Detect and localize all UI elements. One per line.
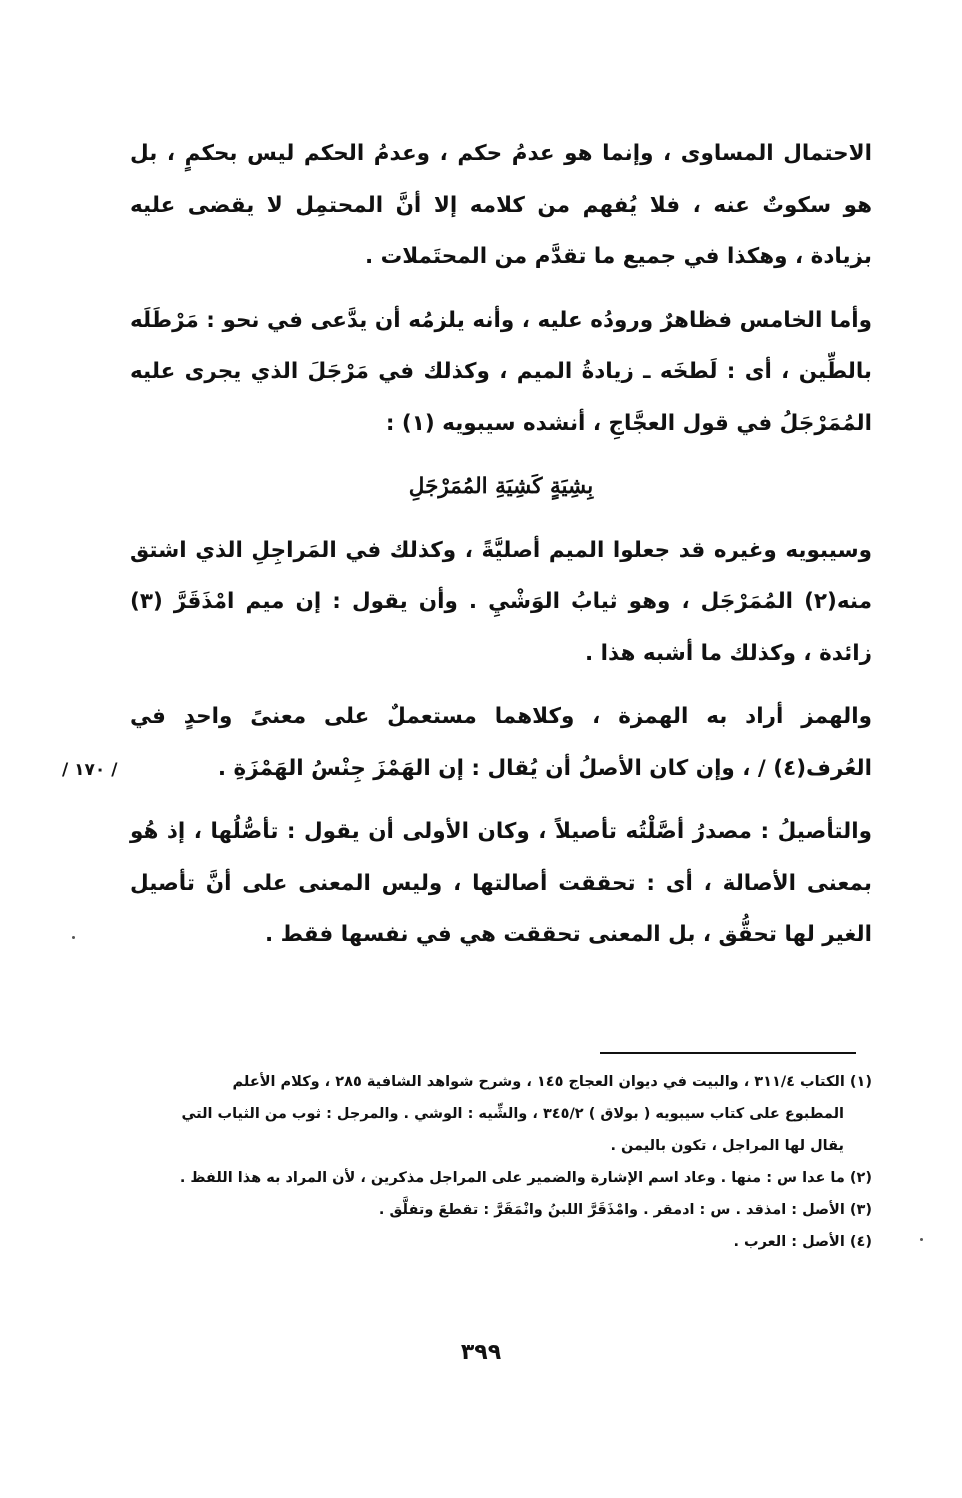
page-number: ٣٩٩ <box>460 1340 502 1365</box>
footnote-line: (٣) الأصل : امذقد . س : ادمقر . وامْذَقَرَّ اللبنُ وانْمَقَرَّ : تقطعَ وتفلَّق . <box>378 1202 872 1218</box>
scan-speck <box>920 1238 923 1241</box>
paragraph-4: والهمز أراد به الهمزة ، وكلاهما مستعملٌ على معنىً واحدٍ في العُرف(٤) / ، وإن كان الأصلُ أن يُقال : إن الهَمْزَ جِنْسُ الهَمْزَةِ . <box>130 704 872 781</box>
footnote-line: (١) الكتاب ٣١١/٤ ، والبيت في ديوان العجاج ١٤٥ ، وشرح شواهد الشافية ٢٨٥ ، وكلام الأعلم <box>232 1074 872 1090</box>
main-text <box>130 128 872 973</box>
paragraph-3: وسيبويه وغيره قد جعلوا الميم أصليَّةً ، وكذلك في المَراجِلِ الذي اشتق منه(٢) المُمَرْجَل ، وهو ثيابُ الوَشْيِ . وأن يقول : إن ميم امْذَقَرَّ (٣) زائدة ، وكذلك ما أشبه هذا . <box>130 537 872 666</box>
footnote-line: (٤) الأصل : العرب . <box>733 1234 872 1250</box>
poetry-verse: بِشِيَةٍ كَشِيَةِ المُمَرْجَلِ <box>408 474 594 499</box>
paragraph-1: الاحتمال المساوى ، وإنما هو عدمُ حكم ، وعدمُ الحكم ليس بحكمٍ ، بل هو سكوتٌ عنه ، فلا يُفهم من كلامه إلا أنَّ المحتمِل لا يقضى عليه بزيادة ، وهكذا في جميع ما تقدَّم من المحتَملات . <box>130 141 872 269</box>
scan-speck <box>72 936 75 939</box>
footnotes <box>130 1066 872 1258</box>
paragraph-5: والتأصيلُ : مصدرُ أصَّلْتُه تأصيلاً ، وكان الأولى أن يقول : تأصُّلُها ، إذ هُو بمعنى الأصالة ، أى : تحققت أصالتها ، وليس المعنى على أنَّ تأصيل الغير لها تحقُّق ، بل المعنى تحققت هي في نفسها فقط . <box>130 819 872 947</box>
paragraph-2: وأما الخامس فظاهرٌ ورودُه عليه ، وأنه يلزمُه أن يدَّعى في نحو : مَرْطَلَه بالطِّين ، أى : لَطخَه ـ زيادةُ الميم ، وكذلك في مَرْجَلَ الذي يجرى عليه المُمَرْجَلُ في قول العجَّاجِ ، أنشده سيبويه (١) : <box>130 307 872 436</box>
manuscript-folio-reference: / ١٧٠ / <box>62 760 118 780</box>
footnote-line: يقال لها المراجل ، تكون باليمن . <box>610 1138 844 1154</box>
footnote-line: المطبوع على كتاب سيبويه ( بولاق ) ٣٤٥/٢ ، والشِّيه : الوشي . والمرجل : ثوب من الثياب التي <box>181 1106 844 1122</box>
footnote-line: (٢) ما عدا س : منها . وعاد اسم الإشارة والضمير على المراجل مذكرين ، لأن المراد به هذا اللفظ . <box>179 1170 872 1186</box>
footnote-divider <box>600 1052 856 1054</box>
